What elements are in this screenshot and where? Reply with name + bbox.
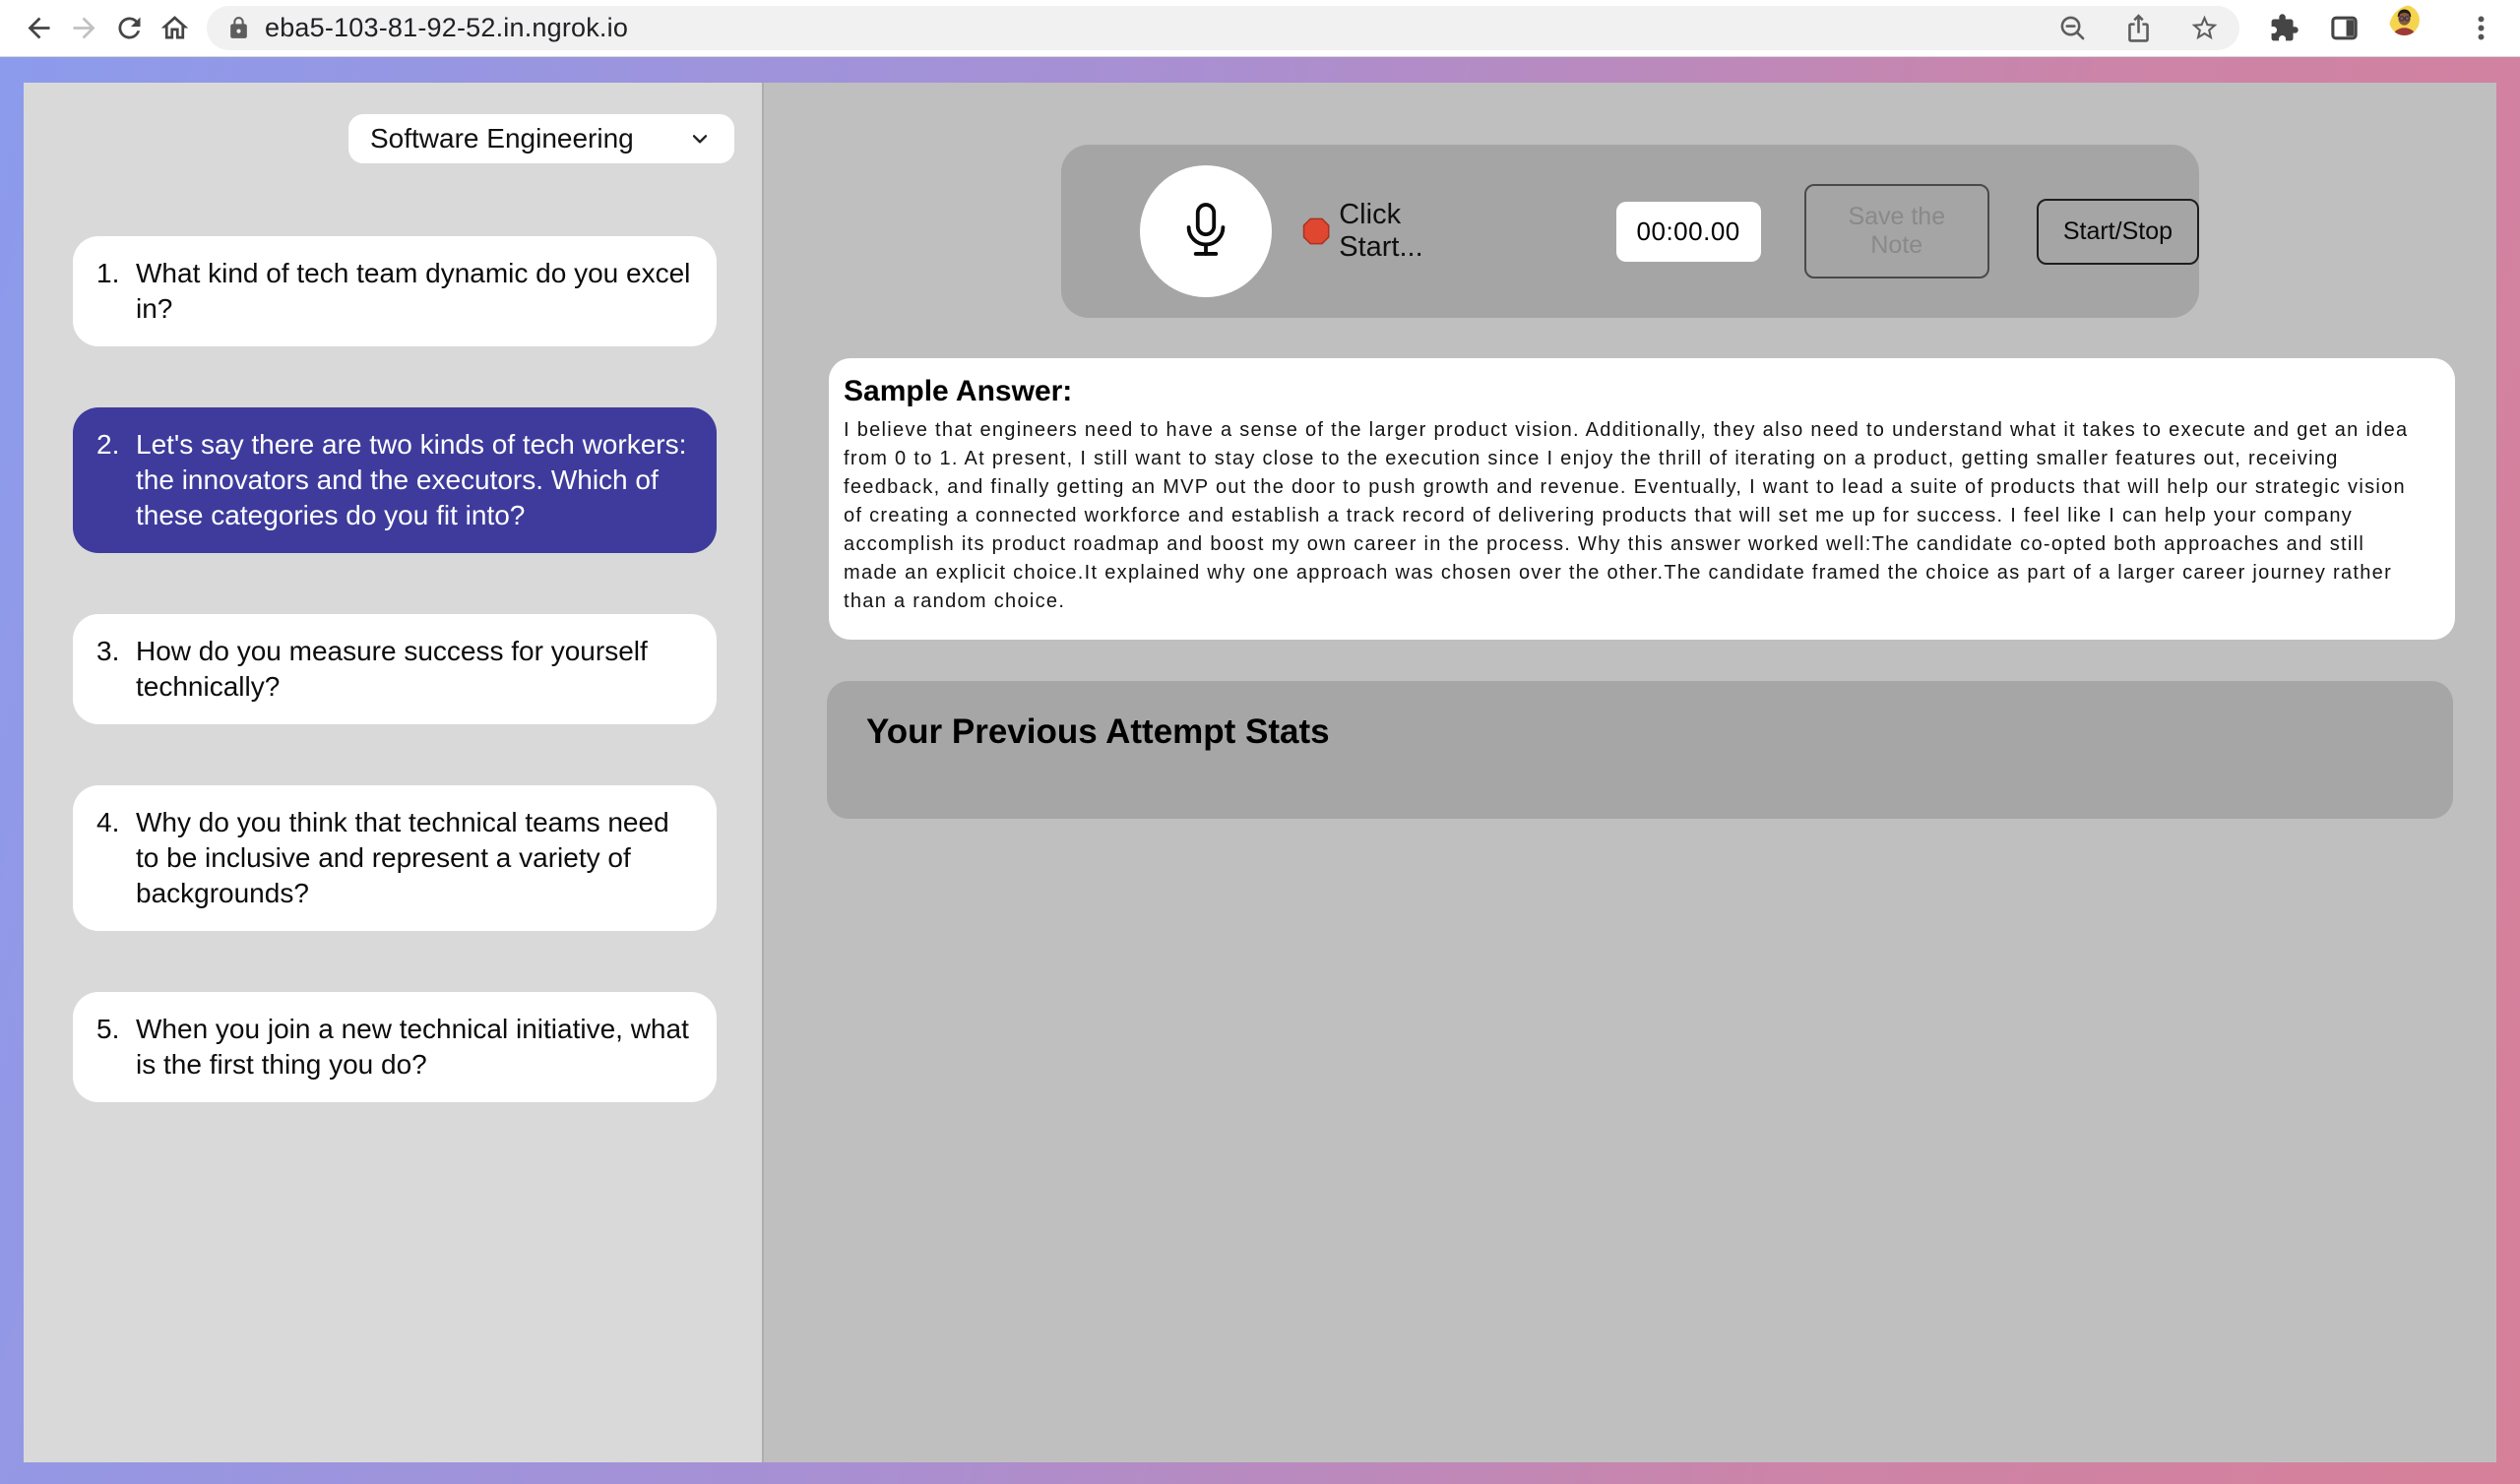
- question-number: 4.: [96, 807, 120, 837]
- recording-status: [1301, 199, 1469, 264]
- start-stop-button[interactable]: Start/Stop: [2037, 199, 2199, 265]
- previous-attempt-stats-panel: [827, 681, 2453, 819]
- address-bar[interactable]: [207, 6, 2239, 50]
- lock-icon: [226, 16, 251, 40]
- question-item-2[interactable]: [73, 407, 717, 553]
- timer-display: 00:00.00: [1616, 202, 1761, 262]
- microphone-icon: [1168, 194, 1243, 269]
- recorder-bar: [1061, 145, 2199, 318]
- question-item-4[interactable]: [73, 785, 717, 931]
- home-button[interactable]: [152, 6, 197, 51]
- question-item-3[interactable]: [73, 614, 717, 724]
- share-icon[interactable]: [2123, 13, 2154, 43]
- question-item-1[interactable]: [73, 236, 717, 346]
- question-list: [73, 236, 717, 1102]
- recording-status-label: Click Start...: [1339, 199, 1423, 263]
- forward-arrow-icon: [68, 12, 100, 44]
- sample-answer-card: [829, 358, 2455, 640]
- question-number: 5.: [96, 1014, 120, 1044]
- question-item-5[interactable]: [73, 992, 717, 1102]
- back-button[interactable]: [16, 6, 61, 51]
- reload-icon: [113, 12, 146, 44]
- question-text: When you join a new technical initiative, what is the first thing you do?: [136, 1014, 689, 1080]
- sample-answer-title: Sample Answer:: [844, 375, 1073, 407]
- question-text: How do you measure success for yourself technically?: [136, 636, 648, 702]
- question-number: 1.: [96, 258, 120, 288]
- home-icon: [158, 12, 191, 44]
- profile-avatar[interactable]: [2389, 5, 2436, 52]
- bookmark-star-icon[interactable]: [2189, 13, 2220, 43]
- zoom-icon[interactable]: [2057, 13, 2088, 43]
- browser-menu-kebab-icon[interactable]: [2466, 13, 2496, 43]
- previous-attempt-stats-title: Your Previous Attempt Stats: [866, 712, 1330, 751]
- chevron-down-icon: [687, 126, 713, 152]
- side-panel-icon[interactable]: [2329, 13, 2360, 43]
- browser-toolbar: [0, 0, 2520, 57]
- main-panel: [764, 83, 2496, 1462]
- question-text: Why do you think that technical teams need to be inclusive and represent a variety of backgrounds?: [136, 807, 669, 908]
- page-gradient-frame: [0, 57, 2520, 1484]
- microphone-button[interactable]: [1140, 165, 1272, 297]
- forward-button[interactable]: [61, 6, 106, 51]
- sample-answer-body: I believe that engineers need to have a sense of the larger product vision. Additionally, they also need to understand what it takes to execute and get an idea from 0 to 1. At present, I still want to stay close to the execution since I enjoy the thrill of iterating on a product, getting smaller features out, receiving feedback, and finally getting an MVP out the door to push growth and revenue. Eventually, I want to lead a suite of products that will help our strategic vision of creating a connected workforce and establish a track record of delivering products that will set me up for success. I feel like I can help your company accomplish its product roadmap and boost my own career in the process. Why this answer worked well:The candidate co-opted both approaches and still made an explicit choice.It explained why one approach was chosen over the other.The candidate framed the choice as part of a larger career journey rather than a random choice.: [844, 419, 2409, 612]
- question-text: Let's say there are two kinds of tech workers: the innovators and the executors. Which of these categories do you fit into?: [136, 429, 687, 530]
- question-number: 2.: [96, 429, 120, 460]
- question-text: What kind of tech team dynamic do you excel in?: [136, 258, 691, 324]
- save-note-button[interactable]: Save the Note: [1804, 184, 1989, 278]
- extensions-puzzle-icon[interactable]: [2269, 13, 2300, 43]
- category-select-value: Software Engineering: [370, 123, 634, 154]
- stop-sign-icon: [1301, 214, 1331, 249]
- avatar-image: [2389, 5, 2420, 35]
- question-sidebar: [24, 83, 764, 1462]
- url-text: eba5-103-81-92-52.in.ngrok.io: [265, 13, 629, 42]
- reload-button[interactable]: [106, 6, 152, 51]
- back-arrow-icon: [23, 12, 55, 44]
- question-number: 3.: [96, 636, 120, 666]
- category-select[interactable]: [348, 114, 734, 163]
